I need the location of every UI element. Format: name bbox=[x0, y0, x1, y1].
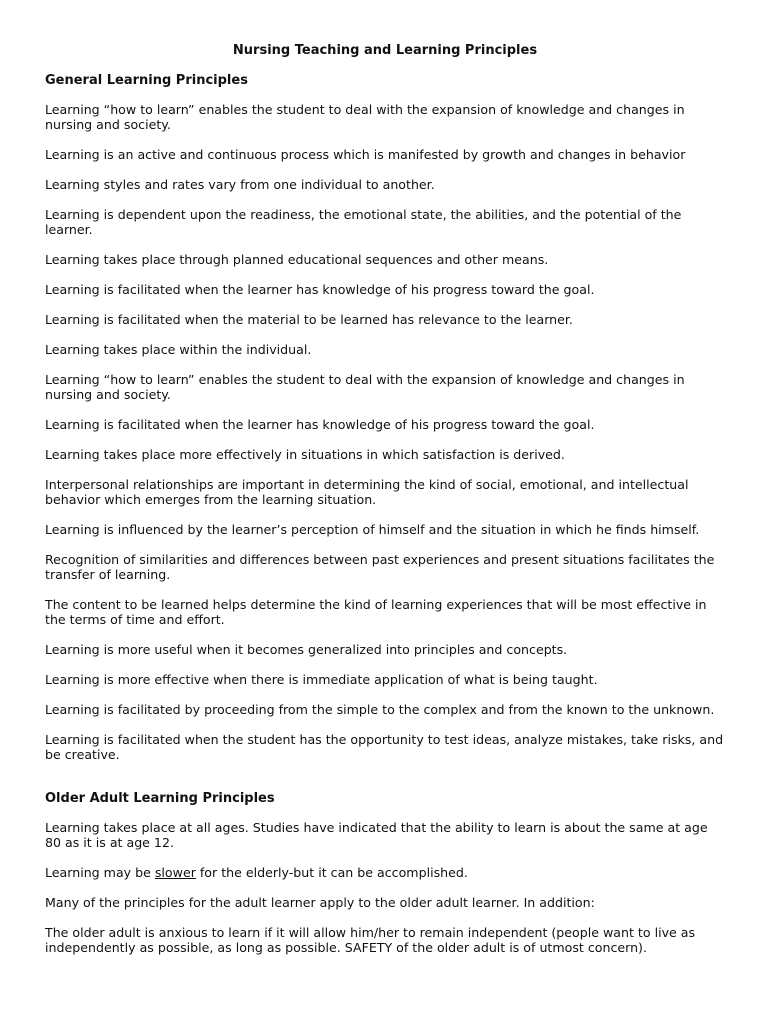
paragraph-text: Learning “how to learn” enables the student to deal with the expansion of knowledge and changes in nursing and society. bbox=[45, 372, 685, 402]
section-heading: Older Adult Learning Principles bbox=[45, 791, 275, 806]
principle-paragraph bbox=[45, 522, 725, 537]
paragraph-text: Interpersonal relationships are important in determining the kind of social, emotional, and intellectual behavior which emerges from the learning situation. bbox=[45, 477, 689, 507]
principle-paragraph bbox=[45, 732, 725, 762]
paragraph-text: Learning is facilitated when the learner has knowledge of his progress toward the goal. bbox=[45, 282, 595, 297]
paragraph-text: Learning is more effective when there is immediate application of what is being taught. bbox=[45, 672, 598, 687]
principle-paragraph bbox=[45, 342, 725, 357]
principle-paragraph bbox=[45, 865, 725, 880]
principle-paragraph bbox=[45, 282, 725, 297]
paragraph-text: Learning is facilitated when the student has the opportunity to test ideas, analyze mistakes, take risks, and be creative. bbox=[45, 732, 724, 762]
paragraph-text: Learning “how to learn” enables the student to deal with the expansion of knowledge and changes in nursing and society. bbox=[45, 102, 685, 132]
paragraph-text: Learning takes place at all ages. Studies have indicated that the ability to learn is about the same at age 80 as it is at age 12. bbox=[45, 820, 708, 850]
principle-paragraph bbox=[45, 702, 725, 717]
principle-paragraph bbox=[45, 417, 725, 432]
paragraph-text: The older adult is anxious to learn if it will allow him/her to remain independent (people want to live as independently as possible, as long as possible. SAFETY of the older adult is of utmost concern). bbox=[45, 925, 696, 955]
paragraph-text: for the elderly-but it can be accomplished. bbox=[195, 865, 468, 880]
paragraph-text: Learning takes place within the individual. bbox=[45, 342, 312, 357]
paragraph-text: Learning may be bbox=[45, 865, 155, 880]
document-body bbox=[45, 73, 725, 955]
paragraph-text: Learning is facilitated when the material to be learned has relevance to the learner. bbox=[45, 312, 573, 327]
principle-paragraph bbox=[45, 147, 725, 162]
principle-paragraph bbox=[45, 177, 725, 192]
paragraph-text: Recognition of similarities and differences between past experiences and present situations facilitates the transfer of learning. bbox=[45, 552, 715, 582]
underlined-text: slower bbox=[154, 865, 196, 880]
paragraph-text: Learning takes place more effectively in situations in which satisfaction is derived. bbox=[45, 447, 565, 462]
principle-paragraph bbox=[45, 312, 725, 327]
principle-paragraph bbox=[45, 925, 725, 955]
principle-paragraph bbox=[45, 252, 725, 267]
principle-paragraph bbox=[45, 477, 725, 507]
principle-paragraph bbox=[45, 642, 725, 657]
paragraph-text: Learning is dependent upon the readiness, the emotional state, the abilities, and the potential of the learner. bbox=[45, 207, 682, 237]
paragraph-text: Learning styles and rates vary from one individual to another. bbox=[45, 177, 435, 192]
paragraph-text: Many of the principles for the adult learner apply to the older adult learner. In addition: bbox=[45, 895, 595, 910]
paragraph-text: The content to be learned helps determine the kind of learning experiences that will be most effective in the terms of time and effort. bbox=[45, 597, 707, 627]
principle-paragraph bbox=[45, 447, 725, 462]
paragraph-text: Learning is influenced by the learner’s perception of himself and the situation in which he finds himself. bbox=[45, 522, 700, 537]
section-heading: General Learning Principles bbox=[45, 73, 248, 88]
principle-paragraph bbox=[45, 895, 725, 910]
paragraph-text: Learning is an active and continuous process which is manifested by growth and changes in behavior bbox=[45, 147, 686, 162]
paragraph-text: Learning is facilitated by proceeding from the simple to the complex and from the known to the unknown. bbox=[45, 702, 715, 717]
principle-paragraph bbox=[45, 102, 725, 132]
principle-paragraph bbox=[45, 372, 725, 402]
principle-paragraph bbox=[45, 597, 725, 627]
document-title: Nursing Teaching and Learning Principles bbox=[232, 43, 538, 58]
principle-paragraph bbox=[45, 820, 725, 850]
principle-paragraph bbox=[45, 672, 725, 687]
section-spacer bbox=[45, 777, 725, 791]
principle-paragraph bbox=[45, 207, 725, 237]
document-page bbox=[45, 43, 725, 970]
principle-paragraph bbox=[45, 552, 725, 582]
paragraph-text: Learning is facilitated when the learner has knowledge of his progress toward the goal. bbox=[45, 417, 595, 432]
paragraph-text: Learning takes place through planned educational sequences and other means. bbox=[45, 252, 549, 267]
paragraph-text: Learning is more useful when it becomes generalized into principles and concepts. bbox=[45, 642, 568, 657]
